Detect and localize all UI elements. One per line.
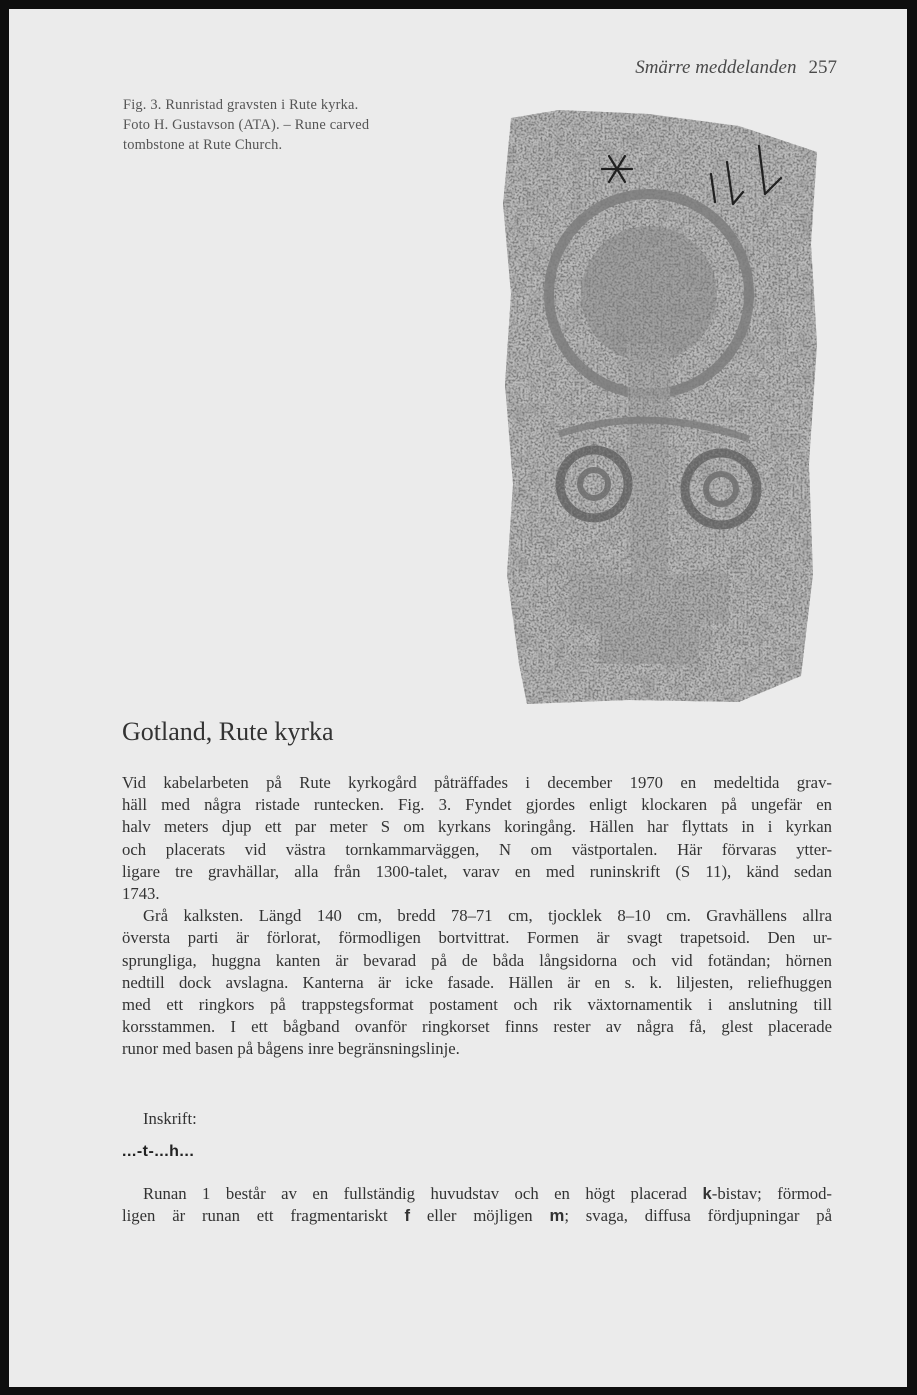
text-run: ; svaga, diffusa fördjupningar på [564,1206,832,1226]
rune-k: k [702,1184,712,1203]
section-title: Gotland, Rute kyrka [122,717,334,746]
tombstone-photo-svg [499,104,821,704]
text-line [122,1183,832,1205]
text-line: översta parti är förlorat, förmodligen bortvittrat. Formen är svagt trapetsoid. Den ur- [122,928,832,948]
caption-line: Fig. 3. Runristad gravsten i Rute kyrka. [123,97,359,113]
inscription-label: Inskrift: [143,1109,197,1128]
text-run: eller möjligen [410,1206,550,1226]
text-line: ligare tre gravhällar, alla från 1300-talet, varav en med runinskrift (S 11), känd sedan [122,861,832,881]
text-line [122,1205,832,1227]
text-run: ligen är runan ett fragmentariskt [122,1206,405,1226]
text-line: korsstammen. I ett bågband ovanför ringkorset finns rester av några få, glest placerade [122,1017,832,1037]
text-line: Vid kabelarbeten på Rute kyrkogård påträffades i december 1970 en medeltida grav- [122,773,832,792]
text-run: -bistav; förmod- [711,1184,832,1203]
text-line: runor med basen på bågens inre begränsningslinje. [122,1039,460,1059]
text-line: 1743. [122,884,160,904]
caption-line: tombstone at Rute Church. [123,137,283,153]
running-head-title: Smärre meddelanden [635,57,797,78]
rune-m: m [549,1206,565,1226]
caption-line: Foto H. Gustavson (ATA). – Rune carved [123,117,370,133]
tombstone-photo [499,104,821,704]
text-line: med ett ringkors på trappstegsformat postament och rik växtornamentik i anslutning till [122,995,832,1015]
text-line: häll med några ristade runtecken. Fig. 3. Fyndet gjordes enligt klockaren på ungefär en [122,795,832,815]
text-line: och placerats vid västra tornkammarväggen, N om västportalen. Här förvaras ytter- [122,839,832,859]
paragraph-3 [122,1183,832,1227]
paragraph-1 [122,772,832,1061]
text-line: sprungliga, huggna kanten är bevarad på de båda långsidorna och vid fotändan; hörnen [122,950,832,970]
text-run: Runan 1 består av en fullständig huvudstav och en högt placerad [143,1184,703,1203]
page-number: 257 [808,57,837,78]
text-line: halv meters djup ett par meter S om kyrkans koringång. Hällen har flyttats in i kyrkan [122,817,832,837]
figure-caption [123,95,493,155]
inscription-transliteration: ...-t-...h... [122,1143,195,1160]
text-line: nedtill dock avslagna. Kanterna är icke fasade. Hällen är en s. k. liljesten, reliefhuggen [122,972,832,992]
text-line: Grå kalksten. Längd 140 cm, bredd 78–71 cm, tjocklek 8–10 cm. Gravhällens allra [143,906,832,926]
page [9,9,907,1387]
rune-f: f [404,1206,411,1226]
running-head [509,57,837,79]
